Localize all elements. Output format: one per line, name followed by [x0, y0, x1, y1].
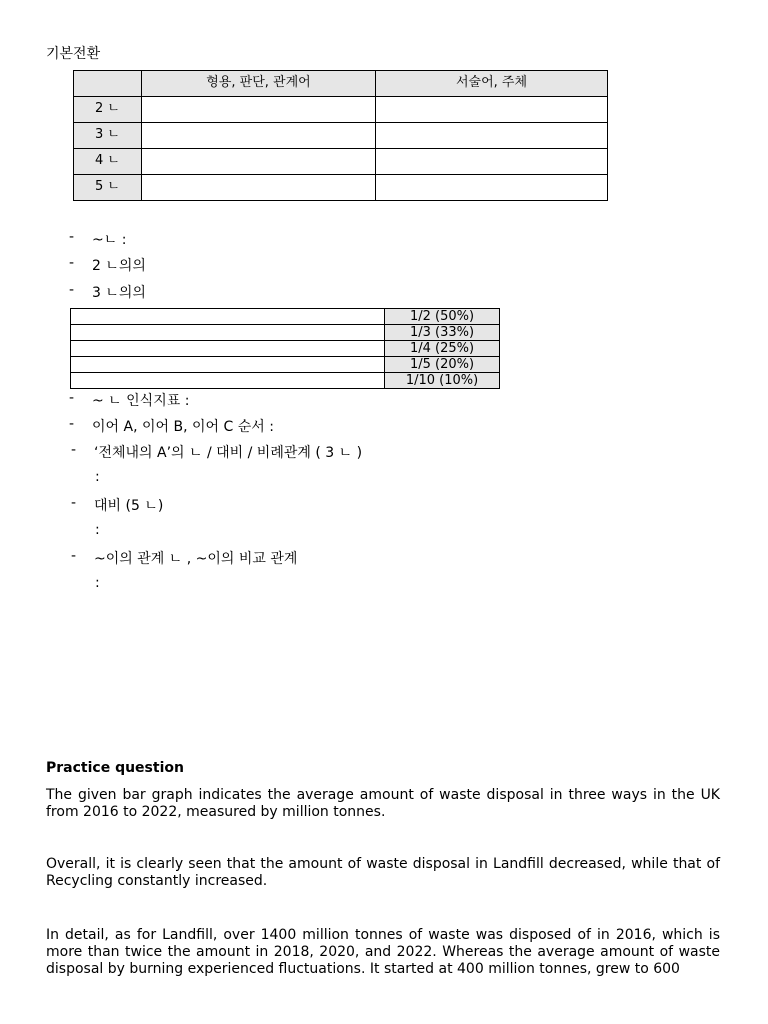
table-row	[71, 309, 500, 325]
section-heading: 기본전환	[46, 46, 101, 62]
table-cell	[71, 341, 385, 357]
table-row-label: 3 ㄴ	[74, 123, 142, 149]
table-header-col1: 형용, 판단, 관계어	[142, 71, 376, 97]
table-cell	[376, 149, 608, 175]
bullet-text: 대비 (5 ㄴ)	[94, 498, 164, 514]
bullet-dash: -	[69, 390, 75, 406]
practice-title: Practice question	[46, 760, 184, 776]
fraction-cell: 1/10 (10%)	[385, 373, 500, 389]
table-cell	[142, 97, 376, 123]
bullet-text: ‘전체내의 A’의 ㄴ / 대비 / 비례관계 ( 3 ㄴ )	[94, 445, 363, 461]
bullet-dash: -	[71, 442, 77, 458]
paragraph: The given bar graph indicates the average amount of waste disposal in three ways in the UK from 2016 to 2022, measured by million tonnes.	[46, 787, 720, 820]
table-row-label: 2 ㄴ	[74, 97, 142, 123]
bullet-dash: -	[69, 229, 75, 245]
table-cell	[376, 97, 608, 123]
table-row	[71, 325, 500, 341]
table-header-col2: 서술어, 주체	[376, 71, 608, 97]
table-cell	[376, 175, 608, 201]
colon-mark: :	[95, 469, 100, 485]
bullet-text: ~이의 관계 ㄴ , ~이의 비교 관계	[94, 551, 298, 567]
table-cell	[71, 373, 385, 389]
bullet-text: 3 ㄴ의의	[92, 285, 146, 301]
bullet-dash: -	[69, 416, 75, 432]
colon-mark: :	[95, 575, 100, 591]
table-cell	[142, 149, 376, 175]
fraction-table	[70, 308, 500, 389]
grammar-table	[73, 70, 608, 201]
table-cell	[376, 123, 608, 149]
bullet-text: ~ㄴ :	[92, 232, 127, 248]
bullet-dash: -	[69, 282, 75, 298]
paragraph: Overall, it is clearly seen that the amount of waste disposal in Landfill decreased, while that of Recycling constantly increased.	[46, 856, 720, 889]
table-row-label: 4 ㄴ	[74, 149, 142, 175]
table-row	[71, 373, 500, 389]
table-cell	[71, 357, 385, 373]
bullet-dash: -	[69, 255, 75, 271]
colon-mark: :	[95, 522, 100, 538]
table-header-row	[74, 71, 608, 97]
table-cell	[71, 309, 385, 325]
table-header-corner	[74, 71, 142, 97]
bullet-text: 2 ㄴ의의	[92, 258, 146, 274]
bullet-text: ~ ㄴ 인식지표 :	[92, 393, 190, 409]
bullet-dash: -	[71, 495, 77, 511]
table-row	[71, 357, 500, 373]
table-cell	[142, 123, 376, 149]
table-row-label: 5 ㄴ	[74, 175, 142, 201]
bullet-dash: -	[71, 548, 77, 564]
table-row	[74, 175, 608, 201]
table-row	[74, 123, 608, 149]
table-cell	[142, 175, 376, 201]
table-cell	[71, 325, 385, 341]
table-row	[74, 97, 608, 123]
paragraph: In detail, as for Landfill, over 1400 million tonnes of waste was disposed of in 2016, which is more than twice the amount in 2018, 2020, and 2022. Whereas the average amount of waste disposal by burning experienced fluctuations. It started at 400 million tonnes, grew to 600	[46, 927, 720, 977]
table-row	[71, 341, 500, 357]
fraction-cell: 1/4 (25%)	[385, 341, 500, 357]
fraction-cell: 1/2 (50%)	[385, 309, 500, 325]
table-row	[74, 149, 608, 175]
fraction-cell: 1/3 (33%)	[385, 325, 500, 341]
fraction-cell: 1/5 (20%)	[385, 357, 500, 373]
bullet-text: 이어 A, 이어 B, 이어 C 순서 :	[92, 419, 274, 435]
